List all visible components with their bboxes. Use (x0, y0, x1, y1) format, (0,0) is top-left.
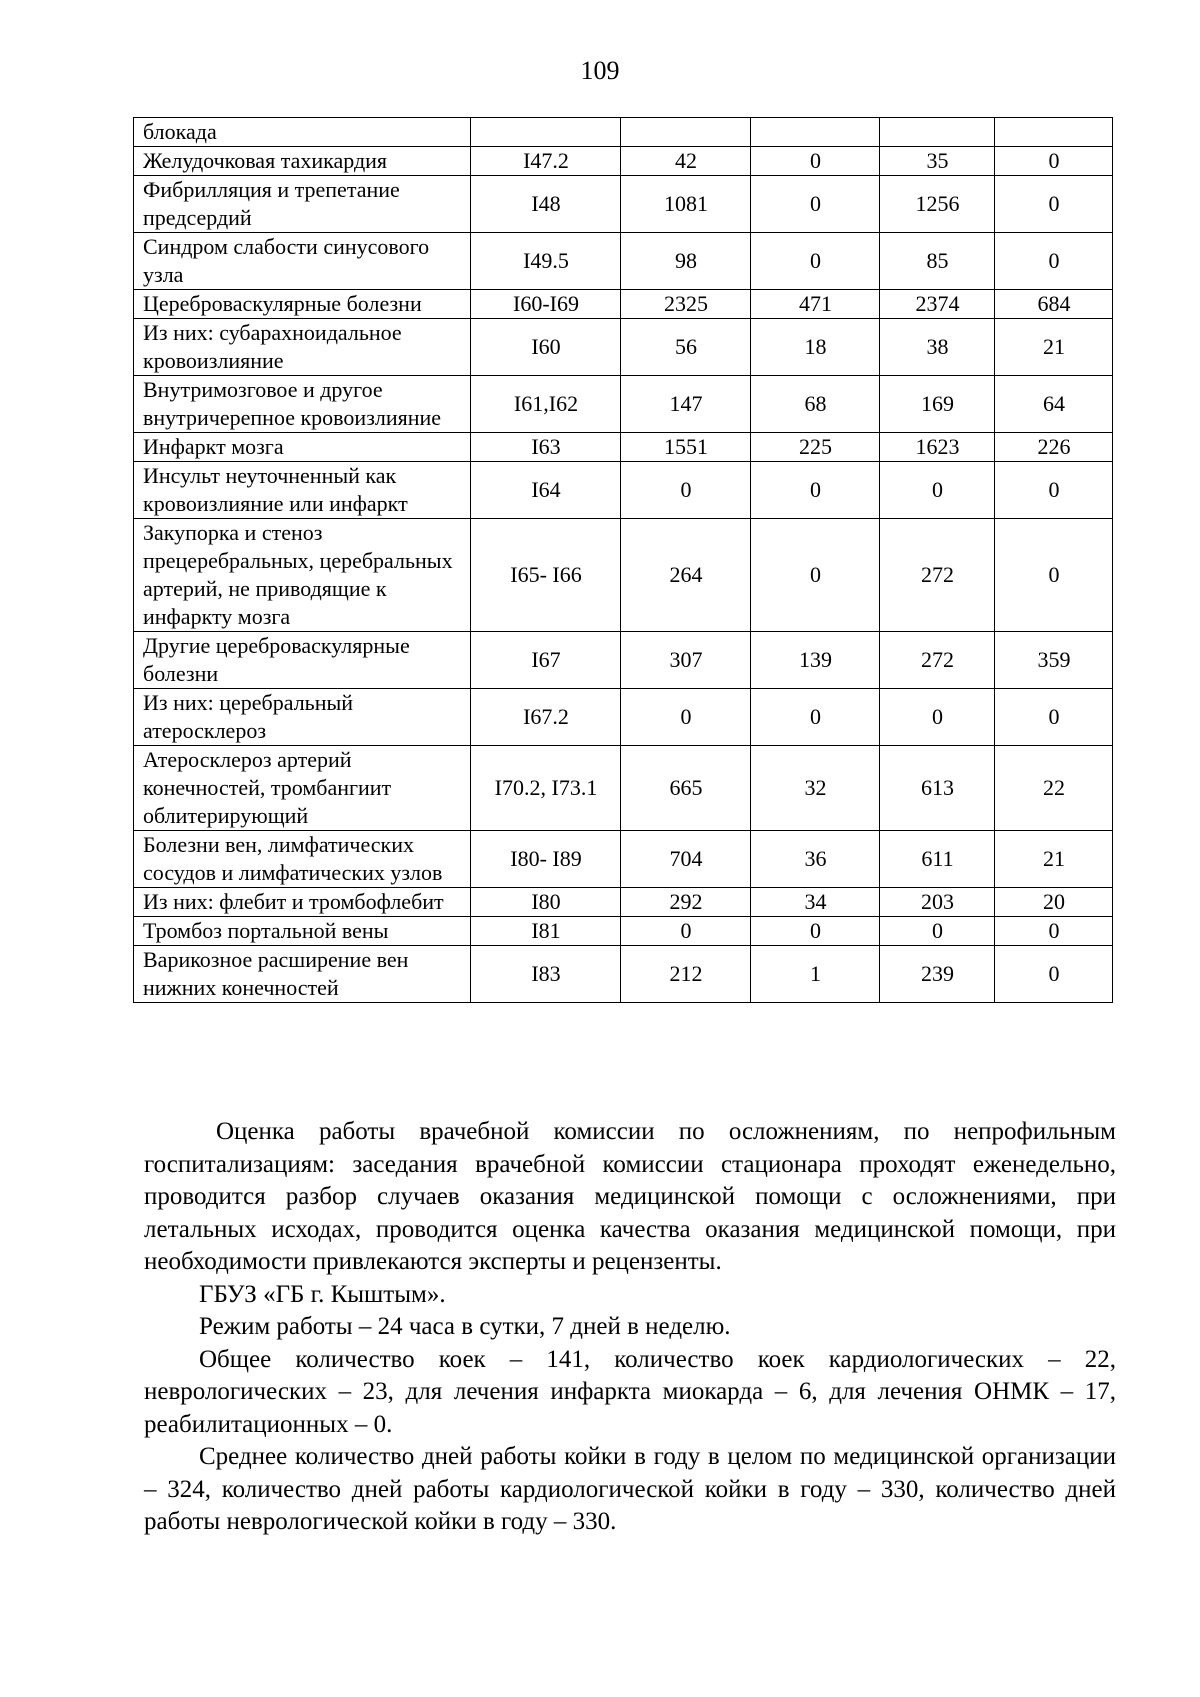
cell-value: 0 (995, 689, 1113, 746)
cell-value: 1256 (880, 176, 995, 233)
cell-value: 0 (751, 917, 880, 946)
cell-value: 272 (880, 632, 995, 689)
cell-value: 139 (751, 632, 880, 689)
page-number: 109 (580, 56, 620, 85)
cell-icd-code: I49.5 (471, 233, 621, 290)
cell-value: 0 (751, 462, 880, 519)
table-row (134, 233, 1113, 290)
cell-diagnosis: блокада (134, 118, 471, 147)
cell-diagnosis: Закупорка и стеноз прецеребральных, церебральных артерий, не приводящие к инфаркту мозга (134, 519, 471, 632)
cell-value: 38 (880, 319, 995, 376)
cell-value: 22 (995, 746, 1113, 831)
cell-diagnosis: Синдром слабости синусового узла (134, 233, 471, 290)
cell-value: 226 (995, 433, 1113, 462)
cell-value: 32 (751, 746, 880, 831)
cell-value: 36 (751, 831, 880, 888)
cell-value (621, 118, 751, 147)
table-row (134, 917, 1113, 946)
cell-value: 0 (621, 462, 751, 519)
cell-value: 35 (880, 147, 995, 176)
cell-value: 85 (880, 233, 995, 290)
cell-value: 684 (995, 290, 1113, 319)
cell-value (880, 118, 995, 147)
cell-icd-code: I80- I89 (471, 831, 621, 888)
cell-value: 98 (621, 233, 751, 290)
cell-value: 0 (621, 917, 751, 946)
cell-diagnosis: Цереброваскулярные болезни (134, 290, 471, 319)
cell-value: 203 (880, 888, 995, 917)
cell-value: 0 (995, 176, 1113, 233)
cell-value: 1 (751, 946, 880, 1003)
cell-diagnosis: Болезни вен, лимфатических сосудов и лимфатических узлов (134, 831, 471, 888)
paragraph-bed-count: Общее количество коек – 141, количество коек кардиологических – 22, неврологических – 23, для лечения инфаркта миокарда – 6, для лечения ОНМК – 17, реабилитационных – 0. (144, 1345, 1116, 1438)
cell-value: 21 (995, 319, 1113, 376)
cell-value: 1551 (621, 433, 751, 462)
cell-value: 0 (995, 147, 1113, 176)
cell-value: 613 (880, 746, 995, 831)
table-row (134, 433, 1113, 462)
cell-value: 1623 (880, 433, 995, 462)
paragraph-work-schedule: Режим работы – 24 часа в сутки, 7 дней в неделю. (199, 1313, 731, 1340)
cell-icd-code: I70.2, I73.1 (471, 746, 621, 831)
cell-value: 704 (621, 831, 751, 888)
cell-diagnosis: Фибрилляция и трепетание предсердий (134, 176, 471, 233)
cell-icd-code (471, 118, 621, 147)
table-row (134, 746, 1113, 831)
cell-value (751, 118, 880, 147)
table-body (134, 118, 1113, 1003)
cell-value: 64 (995, 376, 1113, 433)
cell-value: 20 (995, 888, 1113, 917)
paragraph-commission: Оценка работы врачебной комиссии по осложнениям, по непрофильным госпитализациям: заседания врачебной комиссии стационара проходят еженедельно, проводится разбор случаев оказания медицинской помощи с осложнениями, при летальных исходах, проводится оценка качества оказания медицинской помощи, при необходимости привлекаются эксперты и рецензенты. (144, 1118, 1116, 1275)
cell-value: 169 (880, 376, 995, 433)
cell-icd-code: I80 (471, 888, 621, 917)
cell-icd-code: I67 (471, 632, 621, 689)
cell-diagnosis: Другие цереброваскулярные болезни (134, 632, 471, 689)
cell-icd-code: I65- I66 (471, 519, 621, 632)
cell-value: 2325 (621, 290, 751, 319)
cell-icd-code: I61,I62 (471, 376, 621, 433)
cell-value: 239 (880, 946, 995, 1003)
cell-value: 212 (621, 946, 751, 1003)
body-text (144, 1116, 1116, 1539)
table-row (134, 118, 1113, 147)
cell-icd-code: I47.2 (471, 147, 621, 176)
cell-icd-code: I81 (471, 917, 621, 946)
cell-diagnosis: Желудочковая тахикардия (134, 147, 471, 176)
cell-value: 0 (621, 689, 751, 746)
cell-value: 147 (621, 376, 751, 433)
cell-diagnosis: Атеросклероз артерий конечностей, тромбангиит облитерирующий (134, 746, 471, 831)
cell-value: 225 (751, 433, 880, 462)
cell-value: 0 (751, 176, 880, 233)
cell-icd-code: I83 (471, 946, 621, 1003)
cell-diagnosis: Тромбоз портальной вены (134, 917, 471, 946)
cell-value: 68 (751, 376, 880, 433)
cell-value: 0 (995, 519, 1113, 632)
cell-value: 21 (995, 831, 1113, 888)
cell-value (995, 118, 1113, 147)
cell-icd-code: I60-I69 (471, 290, 621, 319)
cell-value: 264 (621, 519, 751, 632)
diagnosis-statistics-table (133, 117, 1113, 1003)
cell-value: 611 (880, 831, 995, 888)
cell-value: 0 (995, 917, 1113, 946)
cell-value: 56 (621, 319, 751, 376)
cell-icd-code: I60 (471, 319, 621, 376)
cell-value: 0 (880, 917, 995, 946)
cell-value: 471 (751, 290, 880, 319)
cell-diagnosis: Из них: церебральный атеросклероз (134, 689, 471, 746)
table-row (134, 519, 1113, 632)
cell-value: 2374 (880, 290, 995, 319)
paragraph-bed-days: Среднее количество дней работы койки в году в целом по медицинской организации – 324, количество дней работы кардиологической койки в году – 330, количество дней работы неврологической койки в году – 330. (144, 1443, 1116, 1535)
table-row (134, 632, 1113, 689)
cell-value: 0 (751, 147, 880, 176)
table-row (134, 319, 1113, 376)
cell-icd-code: I63 (471, 433, 621, 462)
table-row (134, 689, 1113, 746)
cell-diagnosis: Внутримозговое и другое внутричерепное кровоизлияние (134, 376, 471, 433)
table-row (134, 376, 1113, 433)
cell-icd-code: I64 (471, 462, 621, 519)
cell-value: 0 (751, 519, 880, 632)
cell-value: 34 (751, 888, 880, 917)
table-row (134, 290, 1113, 319)
table-row (134, 831, 1113, 888)
cell-value: 0 (880, 462, 995, 519)
table-row (134, 176, 1113, 233)
cell-diagnosis: Инфаркт мозга (134, 433, 471, 462)
cell-value: 0 (751, 689, 880, 746)
table-row (134, 462, 1113, 519)
cell-value: 307 (621, 632, 751, 689)
cell-diagnosis: Варикозное расширение вен нижних конечностей (134, 946, 471, 1003)
cell-value: 0 (995, 462, 1113, 519)
cell-value: 18 (751, 319, 880, 376)
cell-diagnosis: Из них: субарахноидальное кровоизлияние (134, 319, 471, 376)
paragraph-hospital-name: ГБУЗ «ГБ г. Кыштым». (199, 1280, 446, 1308)
cell-value: 0 (995, 233, 1113, 290)
cell-icd-code: I48 (471, 176, 621, 233)
cell-value: 0 (880, 689, 995, 746)
cell-icd-code: I67.2 (471, 689, 621, 746)
table-row (134, 946, 1113, 1003)
cell-value: 42 (621, 147, 751, 176)
cell-value: 0 (751, 233, 880, 290)
cell-value: 292 (621, 888, 751, 917)
cell-value: 1081 (621, 176, 751, 233)
table-row (134, 888, 1113, 917)
cell-value: 665 (621, 746, 751, 831)
cell-diagnosis: Инсульт неуточненный как кровоизлияние или инфаркт (134, 462, 471, 519)
cell-value: 0 (995, 946, 1113, 1003)
cell-value: 272 (880, 519, 995, 632)
cell-value: 359 (995, 632, 1113, 689)
cell-diagnosis: Из них: флебит и тромбофлебит (134, 888, 471, 917)
table-row (134, 147, 1113, 176)
